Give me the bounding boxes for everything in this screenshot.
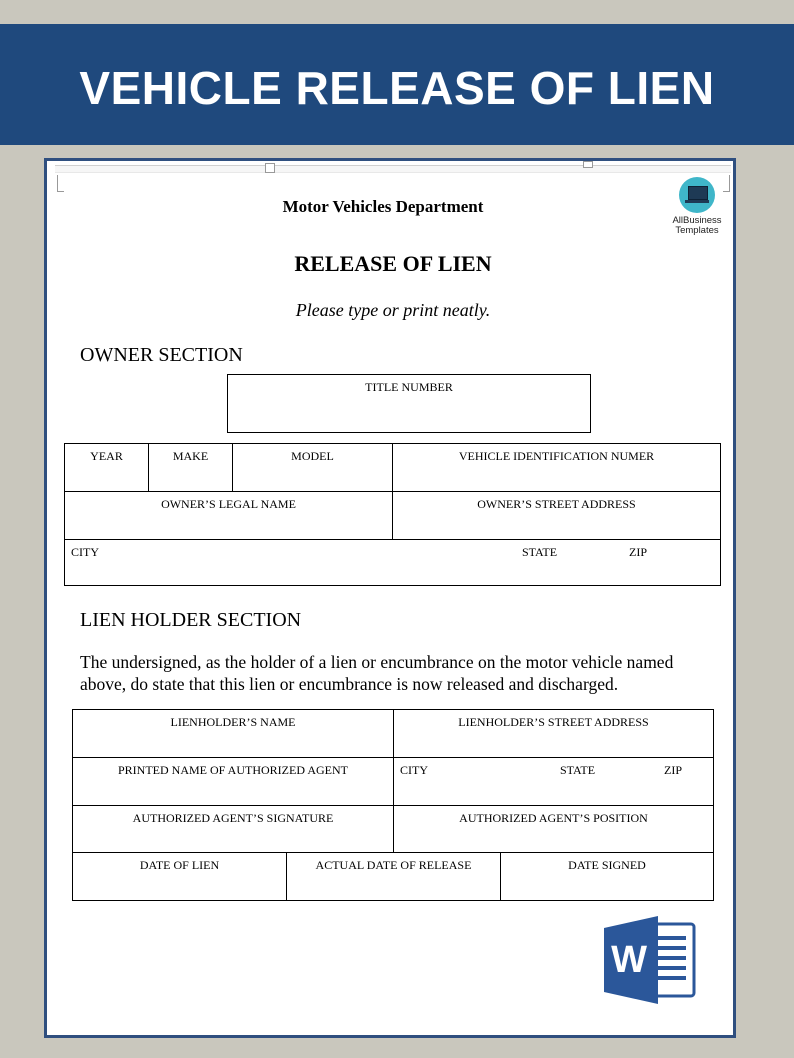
logo-text-line2: Templates: [675, 225, 719, 236]
logo-text-line1: AllBusiness: [672, 215, 722, 226]
make-field[interactable]: [149, 444, 232, 491]
vehicle-owner-table: [64, 443, 721, 586]
owner-city-label: CITY: [71, 545, 99, 559]
owner-street-address-field[interactable]: [393, 492, 720, 539]
vin-field[interactable]: [393, 444, 720, 491]
date-of-release-field[interactable]: [287, 853, 500, 900]
banner: [0, 24, 794, 145]
title-number-label: TITLE NUMBER: [365, 380, 453, 394]
vin-label: VEHICLE IDENTIFICATION NUMER: [458, 449, 655, 463]
date-of-release-label: ACTUAL DATE OF RELEASE: [315, 858, 472, 872]
date-signed-label: DATE SIGNED: [568, 858, 646, 872]
make-label: MAKE: [172, 449, 209, 463]
lienholder-address-field[interactable]: [394, 710, 713, 757]
page-corner-mark-left: [57, 175, 64, 192]
document-title: RELEASE OF LIEN: [294, 251, 492, 276]
agent-position-field[interactable]: [394, 806, 713, 852]
owner-state-label: STATE: [522, 545, 558, 559]
agent-printed-name-label: PRINTED NAME OF AUTHORIZED AGENT: [118, 763, 348, 777]
lien-zip-label: ZIP: [664, 763, 682, 777]
owner-legal-name-field[interactable]: [65, 492, 392, 539]
document-page: [44, 158, 736, 1038]
ruler-indent-marker[interactable]: [265, 163, 275, 173]
instruction-text: Please type or print neatly.: [295, 300, 491, 320]
agent-signature-field[interactable]: [73, 806, 393, 852]
year-field[interactable]: [65, 444, 148, 491]
date-of-lien-label: DATE OF LIEN: [139, 858, 220, 872]
owner-street-address-label: OWNER’S STREET ADDRESS: [477, 497, 636, 511]
owner-city-state-zip-field[interactable]: [65, 540, 720, 585]
word-icon-letter: W: [611, 939, 647, 981]
lien-city-label: CITY: [400, 763, 428, 777]
year-label: YEAR: [90, 449, 123, 463]
lienholder-address-label: LIENHOLDER’S STREET ADDRESS: [458, 715, 649, 729]
release-statement: The undersigned, as the holder of a lien or encumbrance on the motor vehicle named above, do state that this lien or encumbrance is now released and discharged.: [80, 652, 674, 694]
lien-city-state-zip-field[interactable]: [394, 758, 713, 805]
agent-printed-name-field[interactable]: [73, 758, 393, 805]
banner-title: VEHICLE RELEASE OF LIEN: [79, 61, 715, 114]
owner-zip-label: ZIP: [629, 545, 647, 559]
agent-signature-label: AUTHORIZED AGENT’S SIGNATURE: [132, 811, 334, 825]
ruler-right-marker[interactable]: [583, 161, 593, 168]
lienholder-name-field[interactable]: [73, 710, 393, 757]
agent-position-label: AUTHORIZED AGENT’S POSITION: [459, 811, 648, 825]
owner-section-heading: OWNER SECTION: [80, 344, 243, 366]
lienholder-name-label: LIENHOLDER’S NAME: [170, 715, 296, 729]
date-of-lien-field[interactable]: [73, 853, 286, 900]
owner-legal-name-label: OWNER’S LEGAL NAME: [161, 497, 296, 511]
department-name: Motor Vehicles Department: [282, 197, 484, 216]
date-signed-field[interactable]: [501, 853, 713, 900]
lien-holder-table: [72, 709, 714, 901]
lien-state-label: STATE: [560, 763, 596, 777]
model-label: MODEL: [291, 449, 334, 463]
title-number-field[interactable]: [227, 374, 591, 433]
word-icon: [602, 916, 698, 1004]
ruler: [55, 165, 731, 173]
model-field[interactable]: [233, 444, 392, 491]
lien-holder-section-heading: LIEN HOLDER SECTION: [80, 609, 302, 631]
